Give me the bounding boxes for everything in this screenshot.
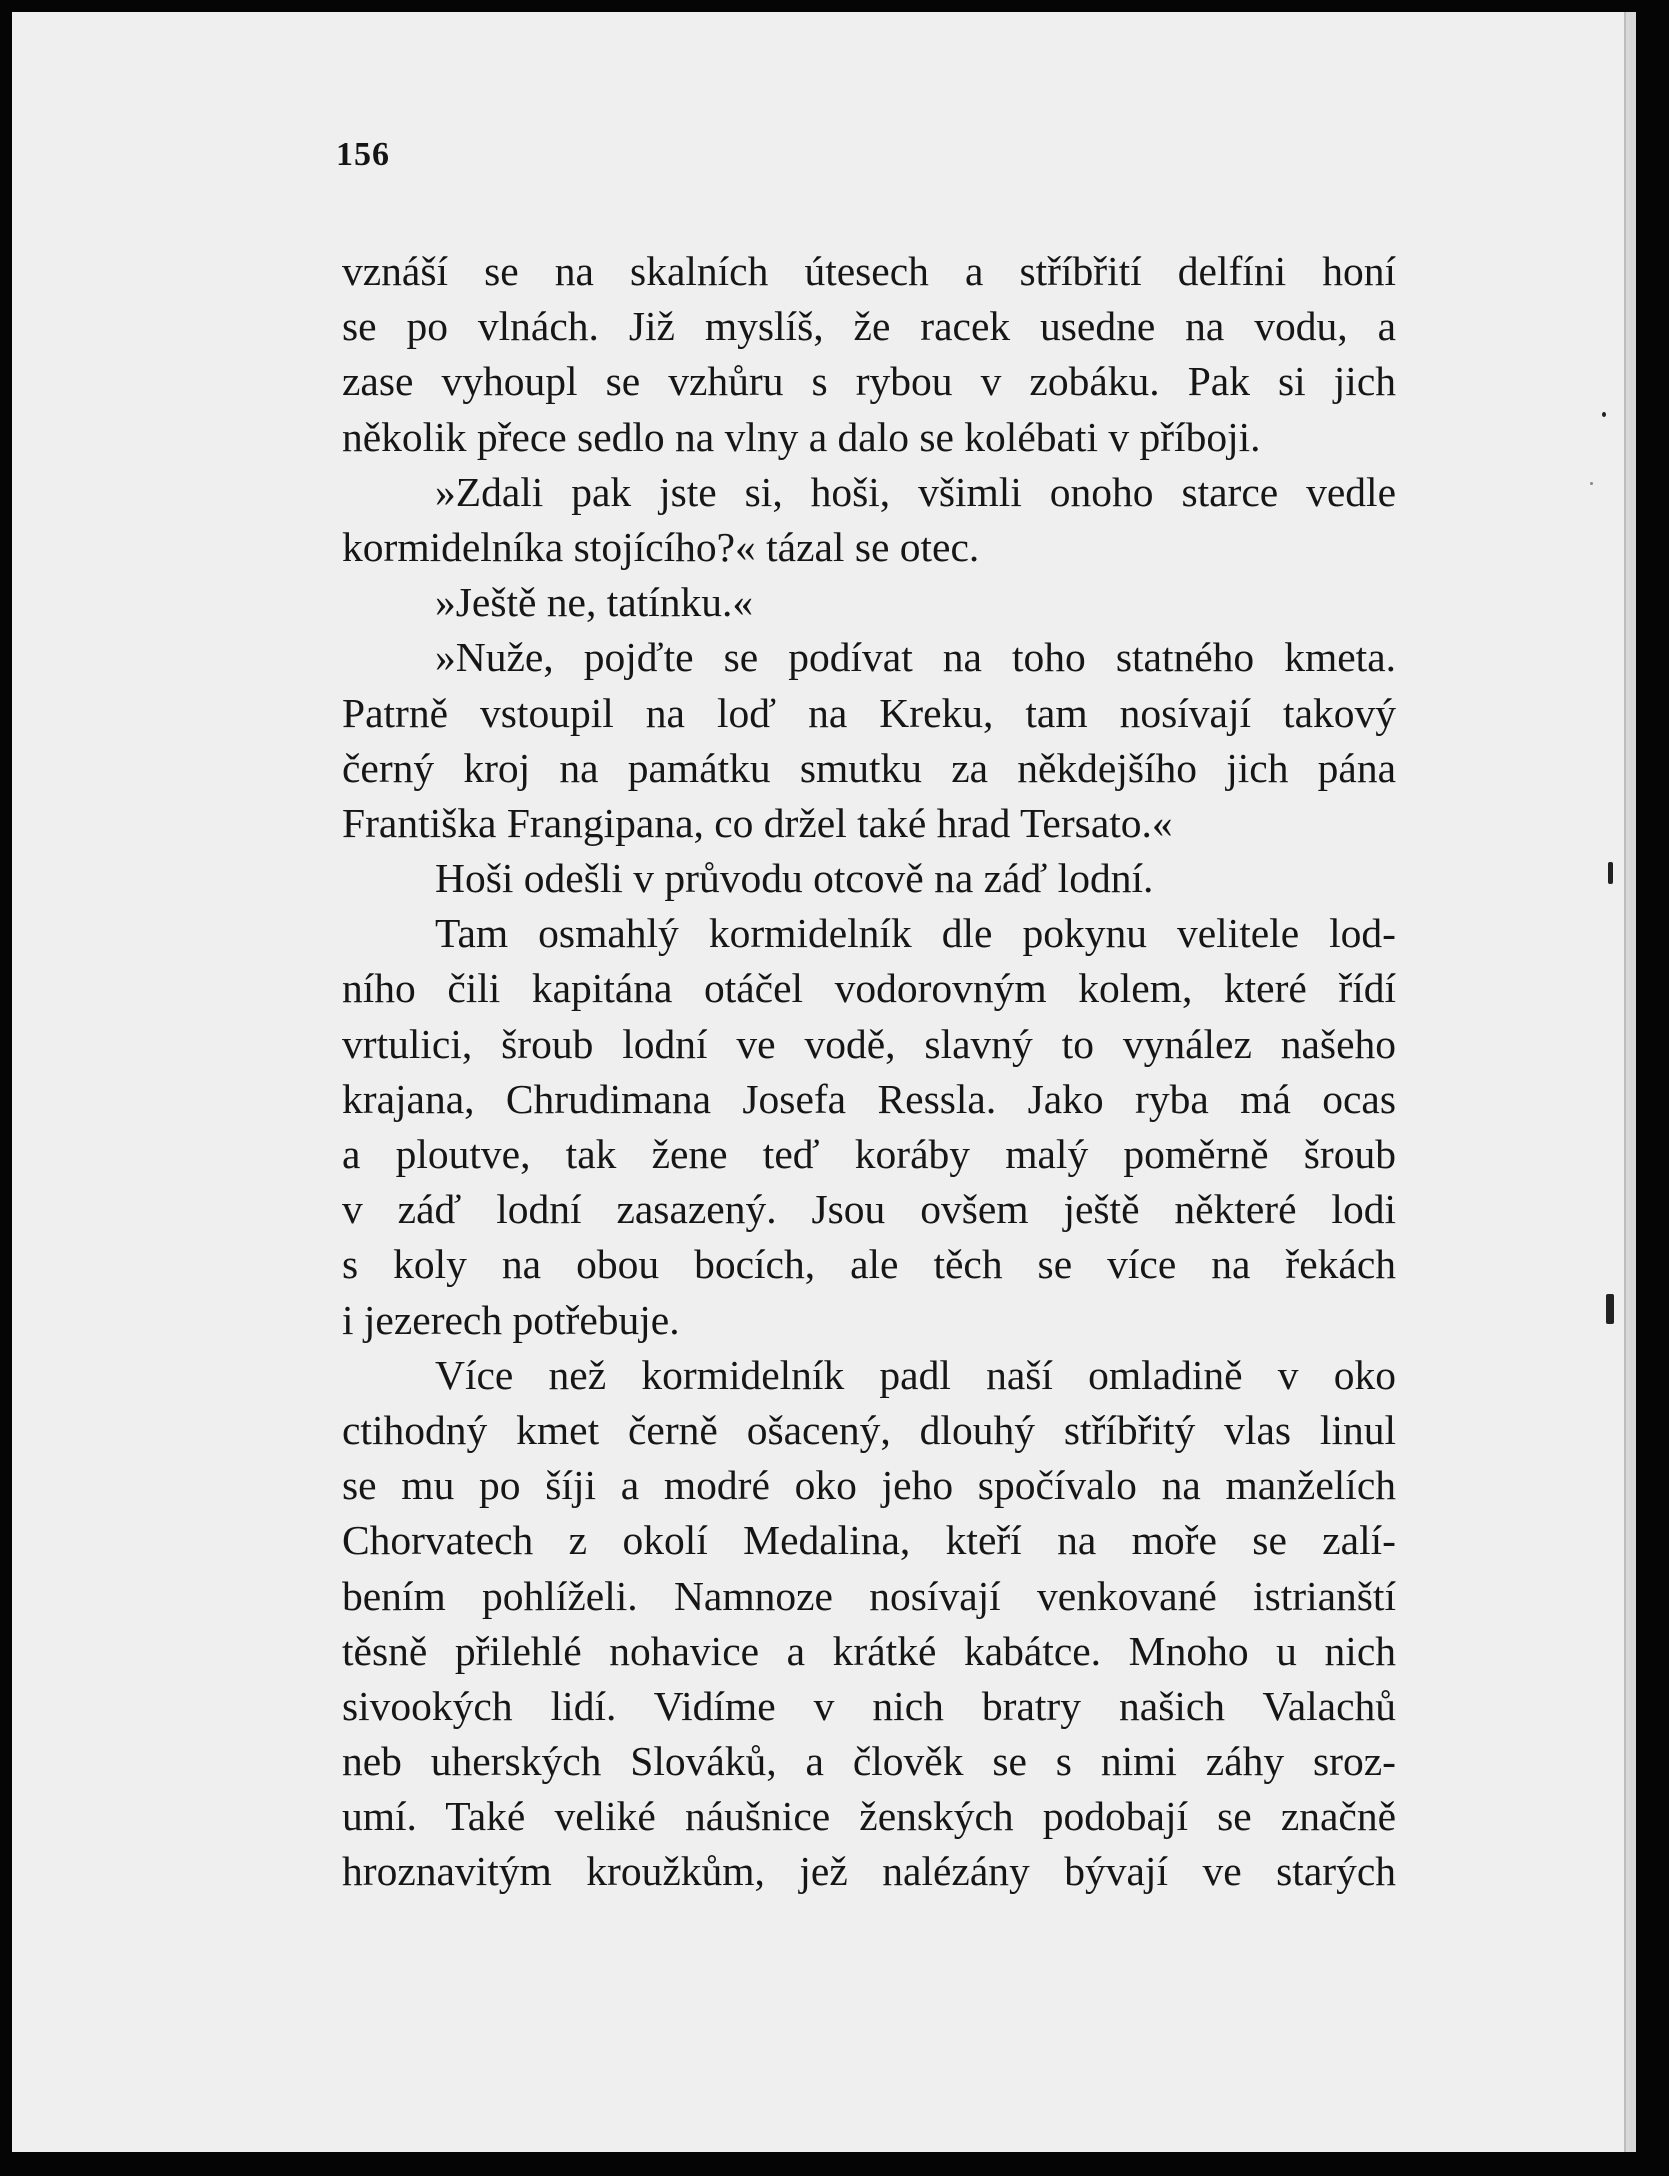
text-line: zase vyhoupl se vzhůru s rybou v zobáku. Pak si jich xyxy=(342,358,1396,405)
page-edge xyxy=(1624,12,1636,2152)
book-page xyxy=(12,12,1624,2152)
text-line: a ploutve, tak žene teď koráby malý poměrně šroub xyxy=(342,1131,1396,1177)
text-line: se mu po šíji a modré oko jeho spočívalo na manželích xyxy=(342,1462,1396,1509)
text-line: několik přece sedlo na vlny a dalo se kolébati v příboji. xyxy=(342,413,1261,460)
text-line: i jezerech potřebuje. xyxy=(342,1296,680,1343)
text-line: »Zdali pak jste si, hoši, všimli onoho starce vedle xyxy=(435,468,1396,515)
scan-speck xyxy=(1608,862,1613,884)
text-line: ctihodný kmet černě ošacený, dlouhý stříbřitý vlas linul xyxy=(342,1406,1396,1453)
text-line: Františka Frangipana, co držel také hrad Tersato.« xyxy=(342,799,1173,846)
text-line: neb uherských Slováků, a člověk se s nimi záhy sroz- xyxy=(342,1738,1396,1785)
text-line: Patrně vstoupil na loď na Kreku, tam nosívají takový xyxy=(342,689,1396,736)
text-line: bením pohlíželi. Namnoze nosívají venkované istrianští xyxy=(342,1572,1396,1619)
text-line: se po vlnách. Již myslíš, že racek usedne na vodu, a xyxy=(342,303,1396,350)
scan-speck xyxy=(1590,482,1593,485)
page-number: 156 xyxy=(336,136,390,173)
scan-speck xyxy=(1602,412,1606,417)
text-line: »Nuže, pojďte se podívat na toho statného kmeta. xyxy=(435,634,1396,681)
text-line: ního čili kapitána otáčel vodorovným kolem, které řídí xyxy=(342,965,1396,1012)
text-line: hroznavitým kroužkům, jež nalézány bývají ve starých xyxy=(342,1848,1396,1895)
scan-speck xyxy=(1606,1294,1614,1324)
text-line: těsně přilehlé nohavice a krátké kabátce. Mnoho u nich xyxy=(342,1627,1396,1674)
text-line: krajana, Chrudimana Josefa Ressla. Jako ryba má ocas xyxy=(342,1075,1396,1122)
text-line: sivookých lidí. Vidíme v nich bratry našich Valachů xyxy=(342,1682,1396,1729)
text-line: vznáší se na skalních útesech a stříbřití delfíni honí xyxy=(342,248,1396,294)
text-line: v záď lodní zasazený. Jsou ovšem ještě některé lodi xyxy=(342,1186,1396,1233)
text-line: Více než kormidelník padl naší omladině v oko xyxy=(435,1351,1396,1398)
text-line: vrtulici, šroub lodní ve vodě, slavný to vynález našeho xyxy=(342,1020,1396,1067)
text-line: černý kroj na památku smutku za někdejšího jich pána xyxy=(342,744,1396,791)
text-line: s koly na obou bocích, ale těch se více na řekách xyxy=(342,1241,1396,1288)
body-text xyxy=(342,244,1396,1900)
text-line: kormidelníka stojícího?« tázal se otec. xyxy=(342,523,980,570)
text-line: umí. Také veliké náušnice ženských podobají se značně xyxy=(342,1793,1396,1840)
text-line: »Ještě ne, tatínku.« xyxy=(435,579,754,626)
text-line: Hoši odešli v průvodu otcově na záď lodní. xyxy=(435,855,1154,902)
text-line: Chorvatech z okolí Medalina, kteří na moře se zalí- xyxy=(342,1517,1396,1564)
text-line: Tam osmahlý kormidelník dle pokynu velitele lod- xyxy=(435,910,1396,957)
